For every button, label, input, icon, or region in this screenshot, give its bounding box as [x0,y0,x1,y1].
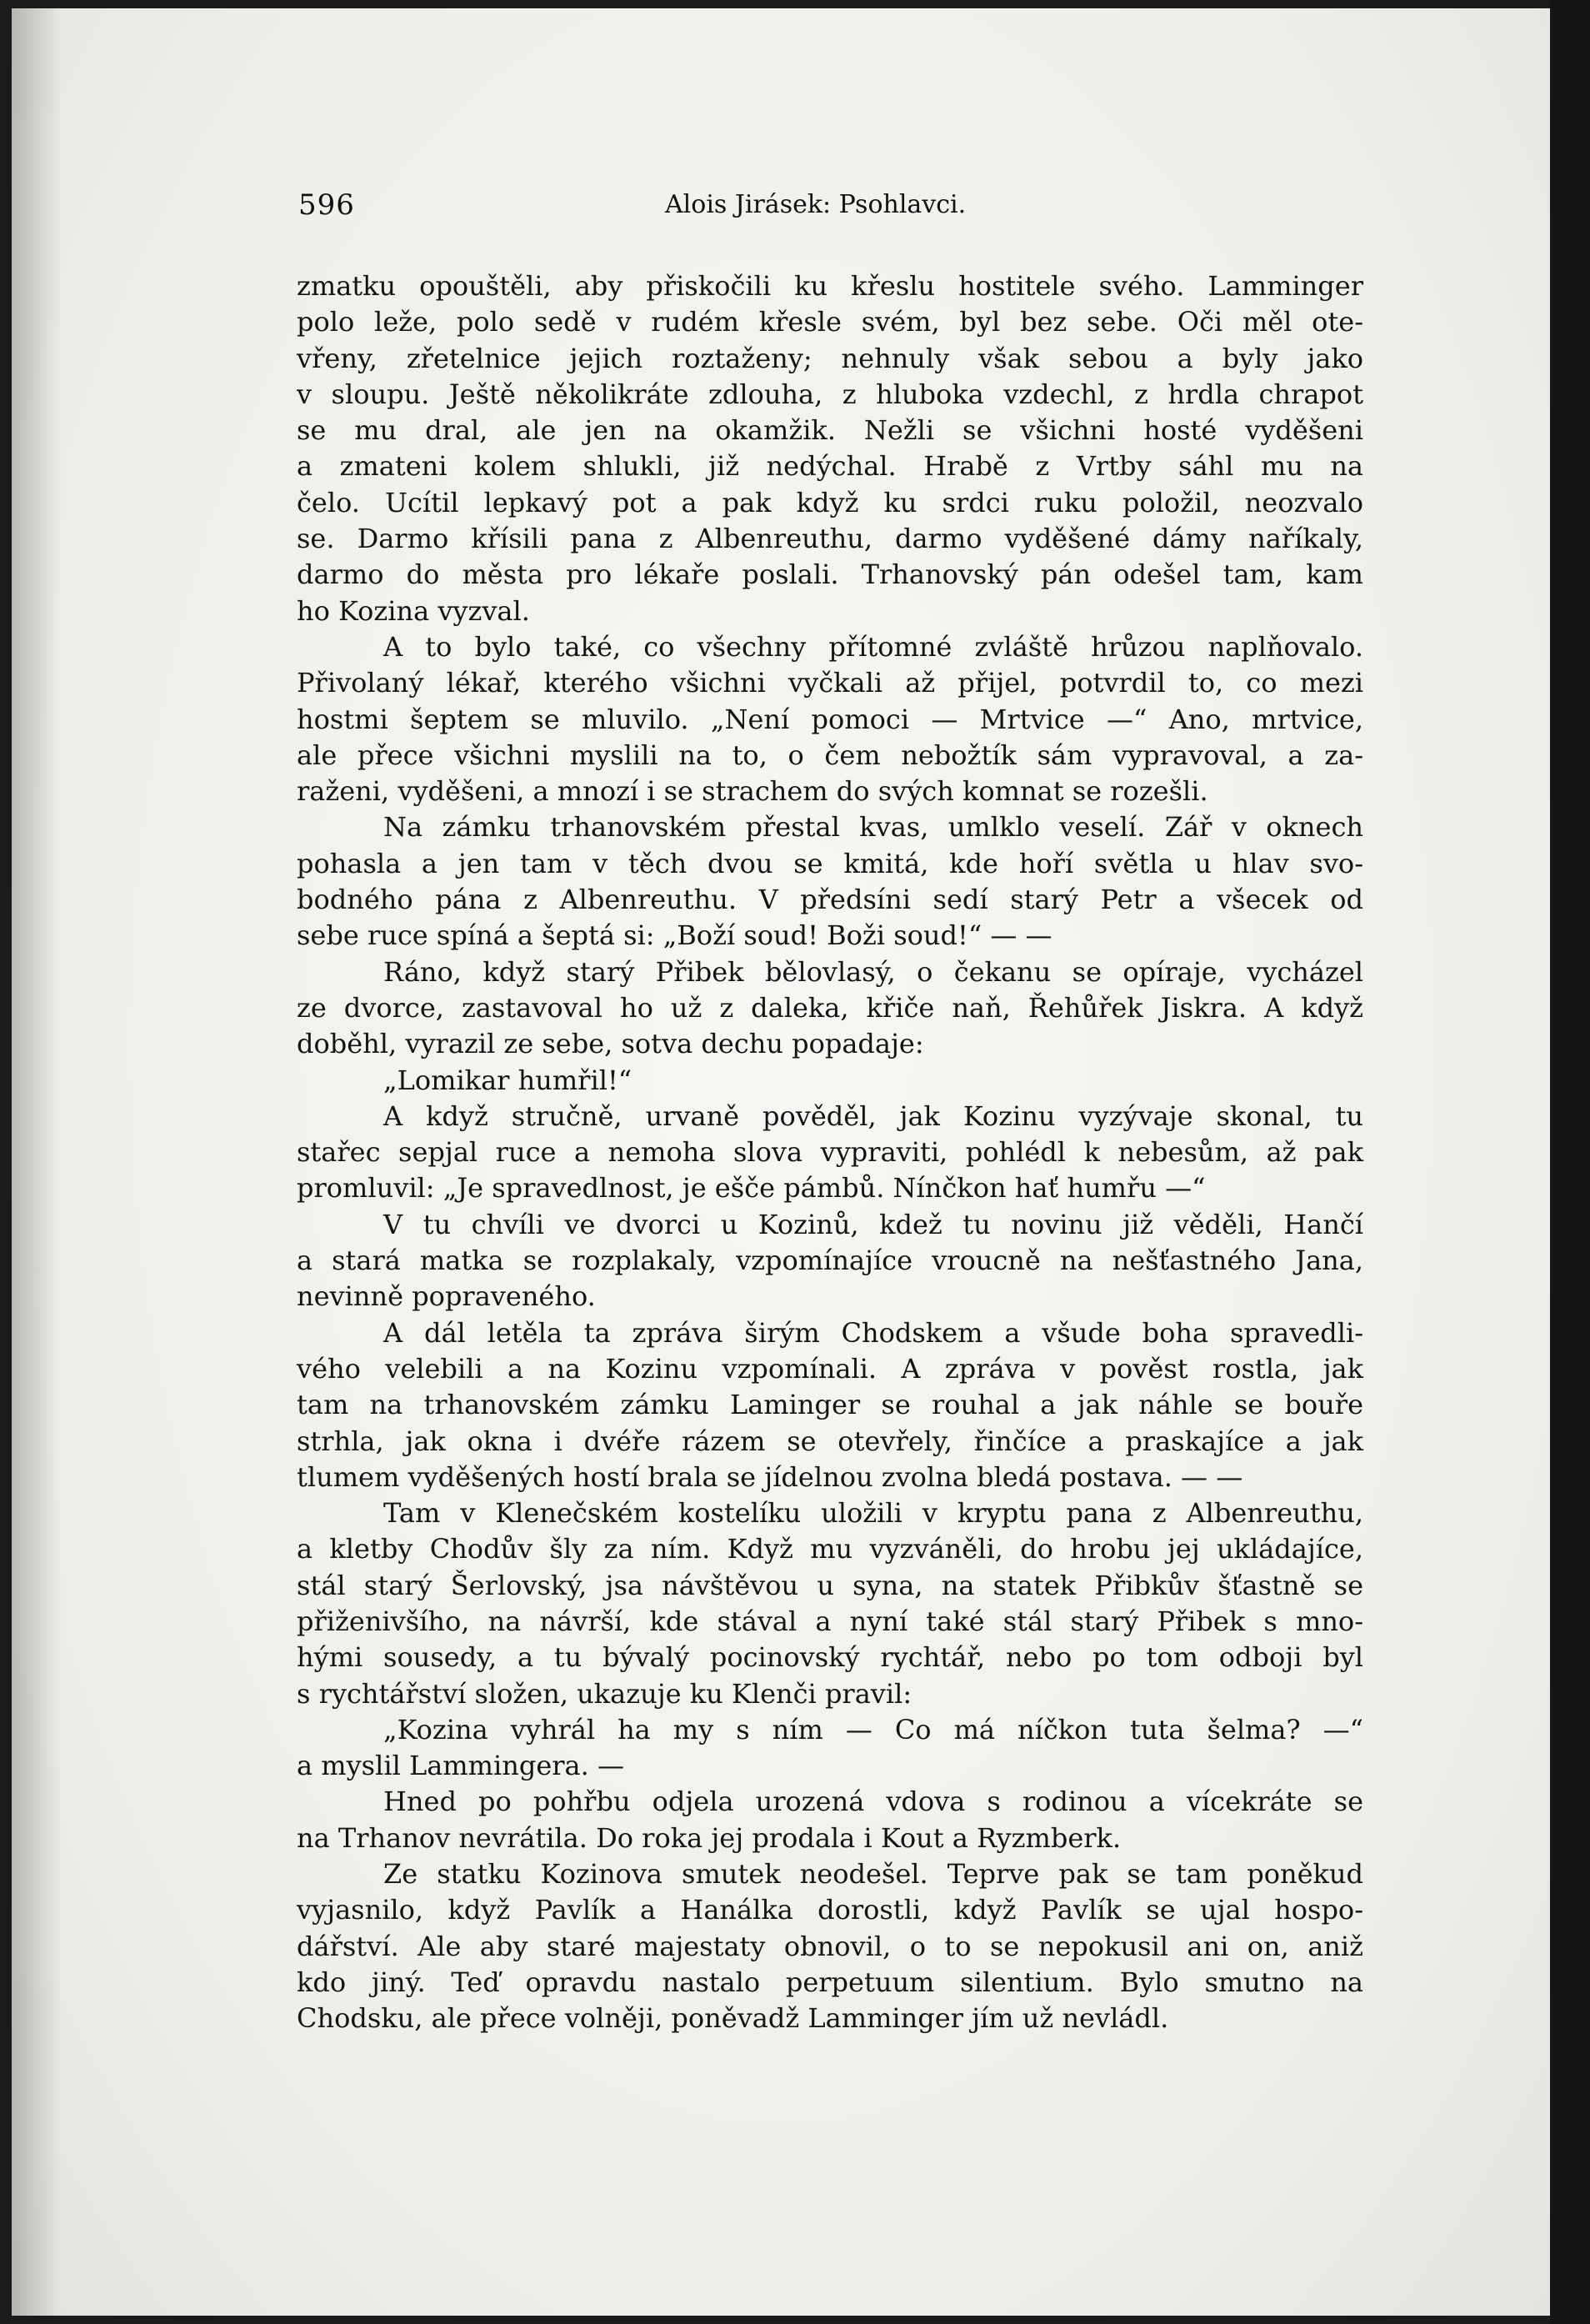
page-number: 596 [298,188,355,222]
text-line: v sloupu. Ještě několikráte zdlouha, z hluboka vzdechl, z hrdla chrapot [297,378,1363,410]
text-line: Ráno, když starý Přibek bělovlasý, o čekanu se opíraje, vycházel [383,955,1363,988]
text-line: promluvil: „Je spravedlnost, je ešče pámbů. Nínčkon hať humřu —“ [297,1172,1206,1205]
text-line: A dál letěla ta zpráva širým Chodskem a všude boha spravedli- [383,1316,1363,1349]
text-line: ale přece všichni myslili na to, o čem nebožtík sám vypravoval, a za- [297,739,1363,771]
body-text [297,268,1363,2037]
text-line: stál starý Šerlovský, jsa návštěvou u syna, na statek Přibkův šťastně se [297,1569,1363,1601]
text-line: doběhl, vyrazil ze sebe, sotva dechu popadaje: [297,1028,924,1060]
text-line: darmo do města pro lékaře poslali. Trhanovský pán odešel tam, kam [297,558,1363,591]
text-line: tam na trhanovském zámku Laminger se rouhal a jak náhle se bouře [297,1389,1363,1421]
text-line: zmatku opouštěli, aby přiskočili ku křeslu hostitele svého. Lamminger [297,270,1363,302]
scan-edge [1550,0,1590,2324]
text-line: bodného pána z Albenreuthu. V předsíni sedí starý Petr a všecek od [297,884,1363,916]
text-line: Hned po pohřbu odjela urozená vdova s rodinou a vícekráte se [383,1786,1363,1818]
text-line: čelo. Ucítil lepkavý pot a pak když ku srdci ruku položil, neozvalo [297,486,1363,518]
text-line: V tu chvíli ve dvorci u Kozinů, kdež tu novinu již věděli, Hančí [383,1208,1363,1240]
text-line: ho Kozina vyzval. [297,594,530,627]
text-line: „Lomikar humřil!“ [383,1064,632,1096]
page-header [298,188,1368,227]
text-line: Ze statku Kozinova smutek neodešel. Teprve pak se tam poněkud [383,1858,1363,1891]
text-line: na Trhanov nevrátila. Do roka jej prodala i Kout a Ryzmberk. [297,1821,1122,1854]
text-line: dářství. Ale aby staré majestaty obnovil, o to se nepokusil ani on, aniž [297,1930,1363,1962]
text-line: Chodsku, ale přece volněji, poněvadž Lamminger jím už nevládl. [297,2002,1169,2035]
text-line: ze dvorce, zastavoval ho už z daleka, křiče naň, Řehůřek Jiskra. A když [297,991,1363,1024]
text-line: raženi, vyděšeni, a mnozí i se strachem do svých komnat se rozešli. [297,775,1208,808]
text-line: strhla, jak okna i dvéře rázem se otevřely, řinčíce a praskajíce a jak [297,1425,1363,1457]
text-line: vyjasnilo, když Pavlík a Hanálka dorostli, když Pavlík se ujal hospo- [297,1894,1363,1926]
text-line: Přivolaný lékař, kterého všichni vyčkali až přijel, potvrdil to, co mezi [297,667,1363,699]
text-line: stařec sepjal ruce a nemoha slova vypraviti, pohlédl k nebesům, až pak [297,1136,1363,1169]
text-line: se. Darmo křísili pana z Albenreuthu, darmo vyděšené dámy naříkaly, [297,523,1363,555]
text-line: a kletby Chodův šly za ním. Když mu vyzváněli, do hrobu jej ukládajíce, [297,1533,1363,1565]
running-head: Alois Jirásek: Psohlavci. [665,190,967,219]
text-line: polo leže, polo sedě v rudém křesle svém, byl bez sebe. Oči měl ote- [297,306,1363,338]
text-line: se mu dral, ale jen na okamžik. Nežli se všichni hosté vyděšeni [297,414,1363,447]
text-line: hostmi šeptem se mluvilo. „Není pomoci — Mrtvice —“ Ano, mrtvice, [297,703,1363,735]
text-line: „Kozina vyhrál ha my s ním — Co má níčkon tuta šelma? —“ [383,1713,1363,1746]
text-line: sebe ruce spíná a šeptá si: „Boží soud! Boži soud!“ — — [297,919,1052,952]
text-line: A když stručně, urvaně pověděl, jak Kozinu vyzývaje skonal, tu [383,1099,1363,1132]
text-line: přiženivšího, na návrší, kde stával a nyní také stál starý Přibek s mno- [297,1605,1363,1637]
text-line: a zmateni kolem shlukli, již nedýchal. Hrabě z Vrtby sáhl mu na [297,450,1363,483]
text-line: hými sousedy, a tu bývalý pocinovský rychtář, nebo po tom odboji byl [297,1641,1363,1674]
text-line: A to bylo také, co všechny přítomné zvláště hrůzou naplňovalo. [383,630,1363,663]
text-line: nevinně popraveného. [297,1280,596,1313]
text-line: vého velebili a na Kozinu vzpomínali. A zpráva v pověst rostla, jak [297,1352,1363,1385]
text-line: a myslil Lammingera. — [297,1750,624,1782]
text-line: Tam v Klenečském kostelíku uložili v kryptu pana z Albenreuthu, [383,1497,1363,1530]
text-line: vřeny, zřetelnice jejich roztaženy; nehnuly však sebou a byly jako [297,342,1363,374]
text-line: pohasla a jen tam v těch dvou se kmitá, kde hoří světla u hlav svo- [297,847,1363,879]
text-line: Na zámku trhanovském přestal kvas, umlklo veselí. Zář v oknech [383,811,1363,844]
text-line: tlumem vyděšených hostí brala se jídelnou zvolna bledá postava. — — [297,1460,1243,1493]
text-line: a stará matka se rozplakaly, vzpomínajíce vroucně na nešťastného Jana, [297,1245,1363,1277]
binding-shadow [12,8,62,2316]
text-line: s rychtářství složen, ukazuje ku Klenči pravil: [297,1677,912,1710]
text-line: kdo jiný. Teď opravdu nastalo perpetuum silentium. Bylo smutno na [297,1966,1363,1998]
